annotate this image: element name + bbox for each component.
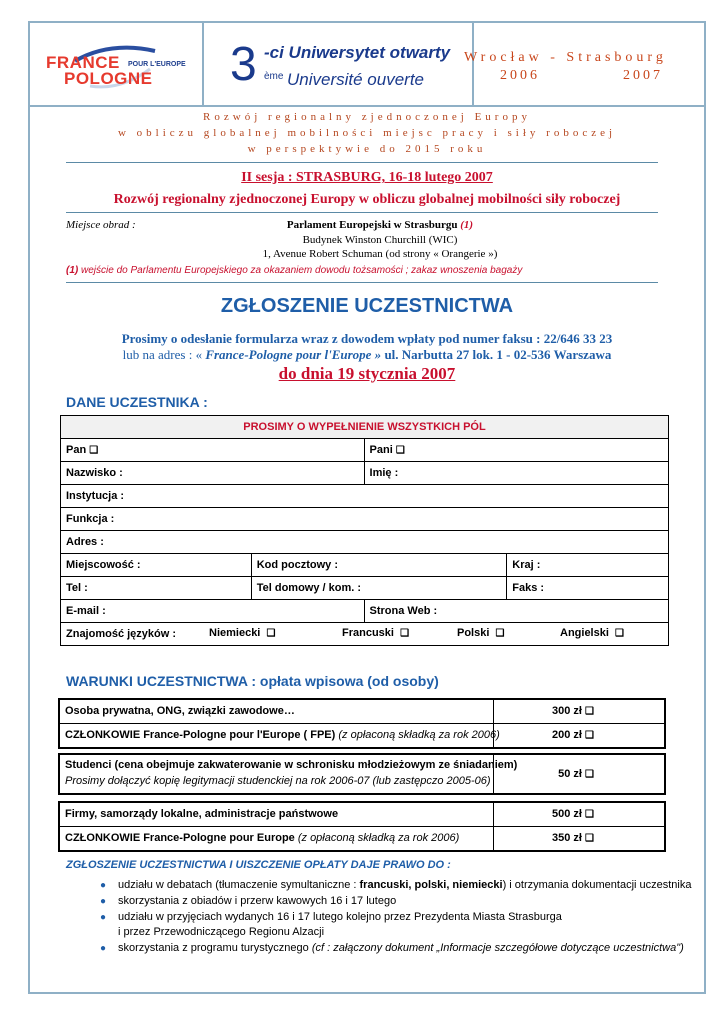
fee-checkbox[interactable]: ❑ [585,769,594,780]
fee-label [65,729,500,741]
venue-line3: 1, Avenue Robert Schuman (od strony « Orangerie ») [262,248,498,260]
fee-row [60,700,664,724]
venue-line2: Budynek Winston Churchill (WIC) [302,234,458,246]
fee-checkbox[interactable]: ❑ [585,706,594,717]
lang-checkbox[interactable]: ❑ [615,628,624,639]
pani-checkbox[interactable]: ❑ [395,445,405,456]
fee-label: Osoba prywatna, ONG, związki zawodowe… [65,705,295,717]
eme-suffix: ème [264,71,284,82]
fee-label-main: CZŁONKOWIE France-Pologne pour l'Europe ( FPE) [65,729,336,741]
logo-pour-leurope: POUR L'EUROPE [128,61,186,68]
languages-row [61,623,669,646]
note-ref: (1) [66,265,79,276]
fee-value-cell[interactable] [493,700,664,723]
fee-note: (z opłaconą składką za rok 2006) [338,729,500,741]
rights-list [100,878,692,957]
fill-all-notice: PROSIMY O WYPEŁNIENIE WSZYSTKICH PÓL [61,416,669,439]
list-item [100,894,692,909]
faks-field[interactable]: Faks : [507,577,669,600]
logo-pologne: POLOGNE [64,69,153,88]
list-item [100,910,692,940]
adres-field[interactable]: Adres : [61,531,669,554]
languages-label: Znajomość języków : [66,628,177,640]
participant-form [60,415,669,646]
tel-dom-field[interactable]: Tel domowy / kom. : [251,577,507,600]
item-text: i przez Przewodniczącego Regionu Alzacji [118,926,325,938]
fee-row [60,755,664,793]
fee-label-main: CZŁONKOWIE France-Pologne pour Europe [65,832,295,844]
bullet-icon: ● [100,943,107,954]
tel-field[interactable]: Tel : [61,577,252,600]
fee-row [60,827,664,850]
item-text: skorzystania z programu turystycznego [118,942,312,954]
item-text: udziału w przyjęciach wydanych 16 i 17 lutego kolejno przez Prezydenta Miasta Strasburga [118,911,562,923]
fee-value: 200 zł [552,729,582,741]
years [500,68,663,84]
pani-label: Pani [369,444,393,456]
bullet-icon: ● [100,880,107,891]
funkcja-field[interactable]: Funkcja : [61,508,669,531]
item-text: skorzystania z obiadów i przerw kawowych 16 i 17 lutego [118,895,397,907]
logo-france: FRANCE [46,53,120,72]
pan-field[interactable] [61,439,365,462]
session-title: II sesja : STRASBURG, 16-18 lutego 2007 [241,170,493,185]
fee-value: 350 zł [552,832,582,844]
item-languages: francuski, polski, niemiecki [359,879,503,891]
address-street: ul. Narbutta 27 lok. 1 - 02-536 Warszawa [384,347,612,362]
fee-row [60,724,664,747]
venue-label: Miejsce obrad : [66,219,136,231]
year-end: 2007 [623,68,663,83]
bullet-icon: ● [100,896,107,907]
pan-checkbox[interactable]: ❑ [89,445,99,456]
lang-checkbox[interactable]: ❑ [400,628,410,639]
instytucja-field[interactable]: Instytucja : [61,485,669,508]
fee-table-2 [58,753,666,795]
fee-label: Studenci (cena obejmuje zakwaterowanie w schronisku młodzieżowym ze śniadaniem) [65,759,518,771]
lang-label: Angielski [560,627,609,639]
lang-niemiecki[interactable] [209,627,275,639]
fees-title: WARUNKI UCZESTNICTWA : opłata wpisowa (od osoby) [66,673,439,689]
divider [66,282,658,283]
section-fees [66,673,439,689]
fee-label [65,832,459,844]
subtitle-line2: w obliczu globalnej mobilności miejsc pracy i siły roboczej [117,127,617,139]
divider [66,212,658,213]
lang-checkbox[interactable]: ❑ [495,628,505,639]
subtitle-line3: w perspektywie do 2015 roku [247,143,487,155]
subtitle-line1: Rozwój regionalny zjednoczonej Europy [203,111,531,123]
divider [66,162,658,163]
miejscowosc-field[interactable]: Miejscowość : [61,554,252,577]
venue-ref: (1) [460,219,474,231]
section-participant: DANE UCZESTNIKA : [66,394,208,410]
venue-name: Parlament Europejski w Strasburgu [286,219,458,231]
postal-address [30,347,704,363]
fee-value-cell[interactable] [493,755,664,793]
imie-field[interactable]: Imię : [364,462,668,485]
page-title: ZGŁOSZENIE UCZESTNICTWA [220,295,514,317]
rights-title: ZGŁOSZENIE UCZESTNICTWA I UISZCZENIE OPŁATY DAJE PRAWO DO : [66,859,451,871]
lang-checkbox[interactable]: ❑ [266,628,276,639]
deadline: do dnia 19 stycznia 2007 [278,364,456,383]
fee-value-cell[interactable] [493,803,664,826]
fee-row [60,803,664,827]
nazwisko-field[interactable]: Nazwisko : [61,462,365,485]
header-divider [30,105,704,107]
fee-value: 300 zł [552,705,582,717]
fee-value-cell[interactable] [493,827,664,850]
address-prefix: lub na adres : « [122,347,203,362]
www-field[interactable]: Strona Web : [364,600,668,623]
fee-checkbox[interactable]: ❑ [585,730,594,741]
note-text: wejście do Parlamentu Europejskiego za okazaniem dowodu tożsamości ; zakaz wnoszenia bagaży [81,265,523,276]
lang-polski[interactable] [457,627,505,639]
fee-value-cell[interactable] [493,724,664,747]
lang-label: Francuski [342,627,394,639]
list-item [100,941,692,956]
item-text: ) i otrzymania dokumentacji uczestnika [502,879,692,891]
kraj-field[interactable]: Kraj : [507,554,669,577]
fee-table-1 [58,698,666,749]
fee-label: Firmy, samorządy lokalne, administracje państwowe [65,808,339,820]
title-fr: Université ouverte [287,70,425,89]
item-text: udziału w debatach (tłumaczenie symultaniczne : [118,879,360,891]
bullet-icon: ● [100,912,107,923]
item-note: (cf : załączony dokument „Informacje szczegółowe dotyczące uczestnictwa") [311,942,684,954]
fee-value: 50 zł [558,768,582,780]
fee-checkbox[interactable]: ❑ [585,809,594,820]
email-field[interactable]: E-mail : [61,600,365,623]
kod-field[interactable]: Kod pocztowy : [251,554,507,577]
fee-table-3 [58,801,666,852]
lang-label: Polski [457,627,490,639]
fee-note: Prosimy dołączyć kopię legitymacji studenckiej na rok 2006-07 (lub zastępczo 2005-06) [65,775,491,787]
session-topic: Rozwój regionalny zjednoczonej Europy w obliczu globalnej mobilności siły roboczej [113,192,621,207]
fee-value: 500 zł [552,808,582,820]
lang-francuski[interactable] [342,627,409,639]
logo-cell [30,23,204,105]
lang-label: Niemiecki [209,627,261,639]
venue-line1 [230,219,530,231]
fee-checkbox[interactable]: ❑ [585,833,594,844]
year-start: 2006 [500,68,540,83]
title-cell [204,23,474,105]
big-number: 3 [230,38,257,91]
fax-request: Prosimy o odesłanie formularza wraz z dowodem wpłaty pod numer faksu : 22/646 33 23 [121,331,613,346]
venue-note [66,265,522,276]
lang-angielski[interactable] [560,627,624,639]
address-org: France-Pologne pour l'Europe » [205,347,382,362]
pan-label: Pan [66,444,87,456]
cities: Wrocław - Strasbourg [464,50,667,65]
list-item [100,878,692,893]
pani-field[interactable] [364,439,668,462]
fee-note: (z opłaconą składką za rok 2006) [297,832,460,844]
title-pl: -ci Uniwersytet otwarty [264,43,451,62]
